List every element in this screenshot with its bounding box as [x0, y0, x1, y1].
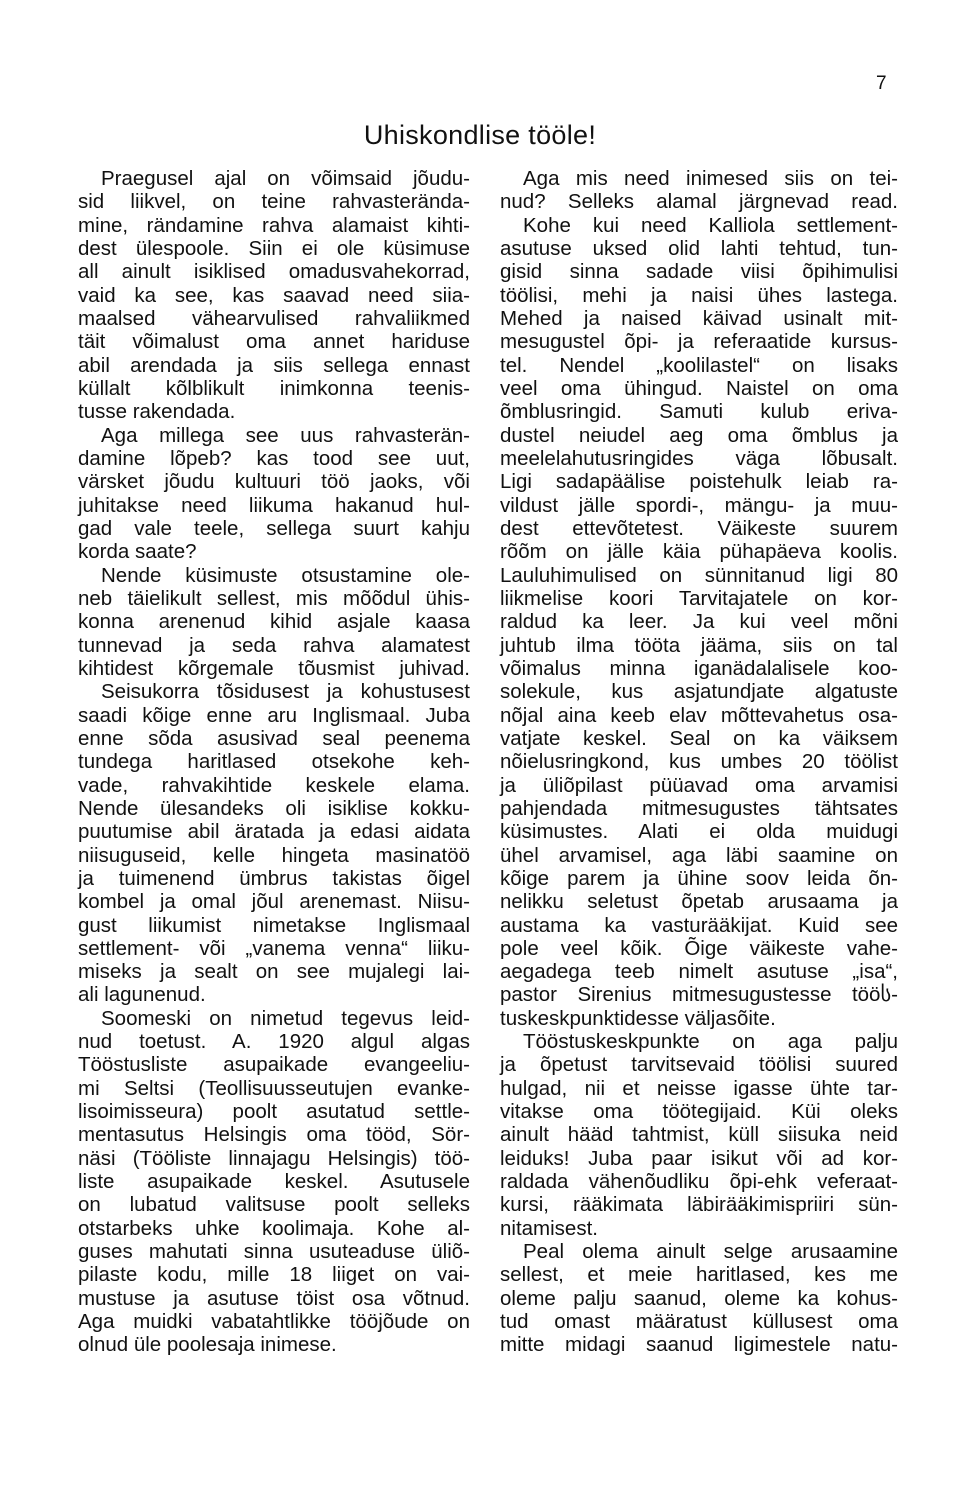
- text-line: niisuguseid, kelle hingeta masinatöö: [78, 843, 470, 867]
- text-line: nelikku seletust õpetab arusaama ja: [500, 890, 898, 914]
- text-line: tundega haritlased otsekohe keh-: [78, 750, 470, 774]
- text-line: nud toetust. A. 1920 algul algas: [78, 1030, 470, 1054]
- text-line: saadi kõige enne aru Inglismaal. Juba: [78, 703, 470, 727]
- text-line: vildust jälle spordi-, mängu- ja muu-: [500, 493, 898, 517]
- text-line: gad vale teele, sellega suurt kahju: [78, 516, 470, 540]
- text-line: nõielusringkond, kus umbes 20 töölist: [500, 750, 898, 774]
- text-line: Nende ülesandeks oli isiklise kokku-: [78, 796, 470, 820]
- page-number: 7: [876, 73, 887, 94]
- text-line: austama ka vasturääkijat. Kuid see: [500, 913, 898, 937]
- text-line: vitakse oma töötegijaid. Küi oleks: [500, 1100, 898, 1124]
- text-line: vade, rahvakihtide keskele elama.: [78, 773, 470, 797]
- text-line: liikmelise koori Tarvitajatele on kor-: [500, 586, 898, 610]
- text-line: veel oma ühingud. Naistel on oma: [500, 376, 898, 400]
- text-line: pilaste kodu, mille 18 liiget on vai-: [78, 1263, 470, 1287]
- text-line: maalsed vähearvulised rahvaliikmed: [78, 306, 470, 330]
- text-line: kursi, rääkimata läbirääkimispriiri sün-: [500, 1193, 898, 1217]
- text-line: oleme palju saanud, oleme ka kohus-: [500, 1286, 898, 1310]
- text-line: ainult hääd tahtmist, küll siisuka neid: [500, 1123, 898, 1147]
- text-line: värsket jõudu kultuuri töö jaoks, või: [78, 470, 470, 494]
- text-line: pastor Sirenius mitmesugustesse tööს-: [500, 983, 898, 1007]
- text-line: on lubatud valitsuse poolt selleks: [78, 1193, 470, 1217]
- text-line: Aga mis need inimesed siis on tei-: [523, 167, 898, 190]
- text-line: Tööstusliste asupaikade evangeeliu-: [78, 1053, 470, 1077]
- text-line: aegadega teeb nimelt asutuse „isa“,: [500, 960, 898, 984]
- text-line: asutuse uksed olid lahti tehtud, tun-: [500, 236, 898, 260]
- text-line: raldud ka leer. Ja kui veel mõni: [500, 610, 898, 634]
- text-line: mine, rändamine rahva alamaist kihti-: [78, 213, 470, 237]
- text-line: Mehed ja naised käivad usinalt mit-: [500, 306, 898, 330]
- text-line: näsi (Tööliste linnajagu Helsingis) töö-: [78, 1146, 470, 1170]
- text-line: otstarbeks uhke koolimaja. Kohe al-: [78, 1216, 470, 1240]
- text-line: kihtidest kõrgemale tõusmist juhivad.: [78, 656, 470, 680]
- text-line: ja tuimenend ümbrus takistas õigel: [78, 866, 470, 890]
- text-line: tusse rakendada.: [78, 400, 236, 424]
- text-line: Lauluhimulised on sünnitanud ligi 80: [500, 563, 898, 587]
- text-line: tunnevad ja seda rahva alamatest: [78, 633, 470, 657]
- text-line: Tööstuskeskpunkte on aga palju: [523, 1030, 898, 1054]
- text-line: all ainult isiklised omadusvahekorrad,: [78, 260, 470, 284]
- text-line: gisid sinna sadade viisi õpihimulisi: [500, 260, 898, 284]
- text-line: sellest, et meie haritlased, kes me: [500, 1263, 898, 1287]
- text-line: solekule, kus asjatundjate algatuste: [500, 680, 898, 704]
- article-title: Uhiskondlise tööle!: [363, 120, 597, 150]
- text-line: kõige parem ja ühine soov leida õn-: [500, 866, 898, 890]
- text-line: hulgad, nii et neisse igasse ühte tar-: [500, 1076, 898, 1100]
- text-line: neb täielikult sellest, mis mõõdul ühis-: [78, 586, 470, 610]
- text-line: Peal olema ainult selge arusaamine: [523, 1240, 898, 1264]
- text-line: guses mahutati sinna usuteaduse üliõ-: [78, 1240, 470, 1264]
- text-line: nõjal aina keeb elav mõttevahetus osa-: [500, 703, 898, 727]
- text-line: küsimustes. Alati ei olda muidugi: [500, 820, 898, 844]
- text-line: Aga millega see uus rahvasterän-: [101, 423, 470, 447]
- text-line: täit võimalust oma annet hariduse: [78, 330, 470, 354]
- text-line: damine lõpeb? kas tood see uut,: [78, 446, 470, 470]
- text-line: konna arenenud kihid asjale kaasa: [78, 610, 470, 634]
- text-line: nud? Selleks alamal järgnevad read.: [500, 190, 898, 214]
- text-line: küllalt kõlblikult inimkonna teenis-: [78, 376, 470, 400]
- text-line: nitamisest.: [500, 1216, 598, 1240]
- right-text-column: [500, 167, 898, 1357]
- text-line: pole veel kõik. Õige väikeste vahe-: [500, 936, 898, 960]
- text-line: ühel arvamisel, aga läbi saamine on: [500, 843, 898, 867]
- text-line: mitte midagi saanud ligimestele natu-: [500, 1333, 898, 1357]
- text-line: Nende küsimuste otsustamine ole-: [101, 563, 470, 587]
- text-line: ali lagunenud.: [78, 983, 206, 1007]
- text-line: Kohe kui need Kalliola settlement-: [523, 213, 898, 237]
- text-line: tuskeskpunktidesse väljasõite.: [500, 1006, 776, 1030]
- text-line: rõõm on jälle käia pühapäeva koolis.: [500, 540, 898, 564]
- text-line: töölisi, mehi ja naisi ühes lastega.: [500, 283, 898, 307]
- text-line: dest ülespoole. Siin ei ole küsimuse: [78, 236, 470, 260]
- text-line: korda saate?: [78, 540, 197, 564]
- text-line: mustuse ja asutuse töist osa võtnud.: [78, 1286, 470, 1310]
- text-line: puutumise abil äratada ja edasi aidata: [78, 820, 470, 844]
- left-text-column: [78, 167, 470, 1357]
- text-line: tel. Nendel „koolilastel“ on lisaks: [500, 353, 898, 377]
- text-line: vatjate keskel. Seal on ka väiksem: [500, 726, 898, 750]
- text-line: olnud üle poolesaja inimese.: [78, 1333, 337, 1357]
- text-line: meelelahutusringides väga lõbusalt.: [500, 446, 898, 470]
- text-line: mesugustel õpi- ja referaatide kursus-: [500, 330, 898, 354]
- text-line: lisoimisseura) poolt asutatud settle-: [78, 1100, 470, 1124]
- text-line: liste asupaikade keskel. Asutusele: [78, 1170, 470, 1194]
- text-line: Ligi sadapäälise poistehulk leiab ra-: [500, 470, 898, 494]
- text-line: settlement- või „vanema venna“ liiku-: [78, 936, 470, 960]
- text-line: mi Seltsi (Teollisuusseutujen evanke-: [78, 1076, 470, 1100]
- text-line: ja õpetust tarvitsevaid töölisi suured: [500, 1053, 898, 1077]
- text-line: leiduks! Juba paar isikut või ad kor-: [500, 1146, 898, 1170]
- text-line: tud omast määratust küllusest oma: [500, 1310, 898, 1334]
- text-line: dest ettevõtetest. Väikeste suurem: [500, 516, 898, 540]
- text-line: vaid ka see, kas saavad need siia-: [78, 283, 470, 307]
- text-line: mentasutus Helsingis oma tööd, Sör-: [78, 1123, 470, 1147]
- text-line: dustel neiudel aeg oma õmblus ja: [500, 423, 898, 447]
- text-line: abil arendada ja siis sellega ennast: [78, 353, 470, 377]
- text-line: Seisukorra tõsidusest ja kohustusest: [101, 680, 470, 704]
- text-line: Aga muidki vabatahtlikke tööjõude on: [78, 1310, 470, 1334]
- text-line: raldada vähenõudliku õpi-ehk veferaat-: [500, 1170, 898, 1194]
- text-line: gust liikumist nimetakse Inglismaal: [78, 913, 470, 937]
- text-line: Soomeski on nimetud tegevus leid-: [101, 1006, 470, 1030]
- text-line: miseks ja sealt on see mujalegi lai-: [78, 960, 470, 984]
- text-line: enne sõda asusivad seal peenema: [78, 726, 470, 750]
- text-line: õmblusringid. Samuti kulub eriva-: [500, 400, 898, 424]
- text-line: võimalus minna iganädalalisele koo-: [500, 656, 898, 680]
- text-line: sid liikvel, on teine rahvasterända-: [78, 190, 470, 214]
- text-line: Praegusel ajal on võimsaid jõudu-: [101, 167, 470, 190]
- text-line: kombel ja omal jõul arenemast. Niisu-: [78, 890, 470, 914]
- text-line: juhitakse need liikuma hakanud hul-: [78, 493, 470, 517]
- text-line: juhtub ilma tööta jääma, siis on tal: [500, 633, 898, 657]
- text-line: ja üliõpilast püüavad oma arvamisi: [500, 773, 898, 797]
- text-line: pahjendada mitmesugustes tähtsates: [500, 796, 898, 820]
